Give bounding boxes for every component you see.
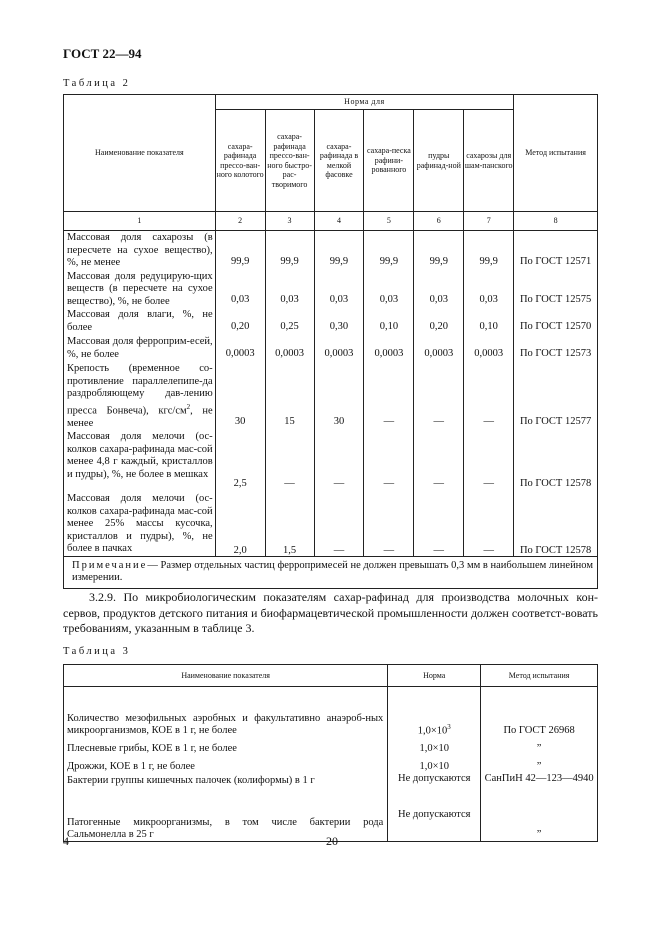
table2-subheader: пудры рафинад-ной xyxy=(414,110,464,212)
test-method: СанПиН 42—123—4940 xyxy=(481,773,598,807)
indicator-name: Бактерии группы кишечных палочек (колиформы) в 1 г xyxy=(64,773,388,807)
table2-caption: Таблица 2 xyxy=(63,78,131,89)
table2-header-method: Метод испытания xyxy=(514,95,598,212)
norm-value: — xyxy=(364,362,414,430)
indicator-name: Массовая доля влаги, %, не более xyxy=(64,308,216,335)
norm-value: 0,30 xyxy=(314,308,364,335)
document-title: ГОСТ 22—94 xyxy=(63,46,142,61)
norm-value: 0,03 xyxy=(265,270,314,309)
norm-value: 0,03 xyxy=(215,270,265,309)
norm-value: 1,0×10 xyxy=(388,755,481,773)
norm-value: 2,5 xyxy=(215,430,265,492)
table2-col-number: 6 xyxy=(414,212,464,231)
norm-value: — xyxy=(414,492,464,556)
page-number-center: 20 xyxy=(326,834,338,848)
table2-col-number: 7 xyxy=(464,212,514,231)
table2-note xyxy=(64,556,598,588)
table3-header-method: Метод испытания xyxy=(481,665,598,687)
table-row xyxy=(64,755,598,773)
norm-value: 0,03 xyxy=(314,270,364,309)
norm-value: 2,0 xyxy=(215,492,265,556)
table-row xyxy=(64,492,598,556)
table-row xyxy=(64,335,598,362)
norm-value: 0,03 xyxy=(364,270,414,309)
indicator-name: Количество мезофильных аэробных и факультативно анаэроб-ных микроорганизмов, КОЕ в 1 г, не более xyxy=(64,704,388,737)
norm-value: 0,0003 xyxy=(464,335,514,362)
norm-value: 0,03 xyxy=(464,270,514,309)
test-method: ” xyxy=(481,737,598,755)
table-row xyxy=(64,704,598,737)
table2-col-number: 2 xyxy=(215,212,265,231)
table3 xyxy=(63,664,598,842)
norm-value: 99,9 xyxy=(265,231,314,270)
table3-caption: Таблица 3 xyxy=(63,646,131,657)
table2-col-number: 1 xyxy=(64,212,216,231)
table-row xyxy=(64,231,598,270)
norm-value: 0,03 xyxy=(414,270,464,309)
norm-value: 1,5 xyxy=(265,492,314,556)
norm-value: 1,0×10 xyxy=(388,737,481,755)
table-row xyxy=(64,430,598,492)
table2-header-name: Наименование показателя xyxy=(64,95,216,212)
test-method: По ГОСТ 12578 xyxy=(514,492,598,556)
norm-value: — xyxy=(464,492,514,556)
norm-value: 15 xyxy=(265,362,314,430)
table3-header-name: Наименование показателя xyxy=(64,665,388,687)
table-row xyxy=(64,773,598,807)
indicator-name: Массовая доля сахарозы (в пересчете на сухое вещество), %, не менее xyxy=(64,231,216,270)
table2 xyxy=(63,94,598,589)
norm-value: 0,0003 xyxy=(314,335,364,362)
table-row xyxy=(64,737,598,755)
test-method: По ГОСТ 12575 xyxy=(514,270,598,309)
table2-subheader: сахара-рафинада в мелкой фасовке xyxy=(314,110,364,212)
table-row xyxy=(64,270,598,309)
norm-value: 0,10 xyxy=(464,308,514,335)
table-row xyxy=(64,308,598,335)
norm-value: Не допускаются xyxy=(388,807,481,842)
norm-value: — xyxy=(464,362,514,430)
indicator-name: Массовая доля мелочи (ос-колков сахара-рафинада мас-сой менее 4,8 г каждый, кристаллов и пудры), %, не более в мешках xyxy=(64,430,216,492)
indicator-name: Патогенные микроорганизмы, в том числе бактерии рода Сальмонелла в 25 г xyxy=(64,807,388,842)
norm-value: 99,9 xyxy=(215,231,265,270)
note-label: Примечание xyxy=(72,559,148,571)
norm-value: 30 xyxy=(314,362,364,430)
norm-value: 99,9 xyxy=(414,231,464,270)
table2-col-number: 5 xyxy=(364,212,414,231)
norm-value: — xyxy=(414,430,464,492)
indicator-name: Массовая доля редуцирую-щих веществ (в пересчете на сухое вещество), %, не более xyxy=(64,270,216,309)
table2-header-group: Норма для xyxy=(215,95,513,110)
test-method: По ГОСТ 12571 xyxy=(514,231,598,270)
norm-value: 0,10 xyxy=(364,308,414,335)
table2-subheader: сахарозы для шам-панского xyxy=(464,110,514,212)
norm-value: — xyxy=(314,492,364,556)
test-method: По ГОСТ 12570 xyxy=(514,308,598,335)
table2-subheader: сахара-песка рафини-рованного xyxy=(364,110,414,212)
table2-note-row xyxy=(64,556,598,588)
norm-value: 0,0003 xyxy=(414,335,464,362)
norm-value: 0,0003 xyxy=(265,335,314,362)
norm-value: 99,9 xyxy=(364,231,414,270)
norm-value: — xyxy=(265,430,314,492)
norm-value: 0,20 xyxy=(414,308,464,335)
table-row xyxy=(64,362,598,430)
norm-value: 30 xyxy=(215,362,265,430)
norm-value: — xyxy=(364,430,414,492)
norm-value: — xyxy=(314,430,364,492)
norm-value: 0,20 xyxy=(215,308,265,335)
table2-subheader: сахара-рафинада прессо-ван-ного быстро-рас-творимого xyxy=(265,110,314,212)
norm-value: 99,9 xyxy=(314,231,364,270)
table2-subheader: сахара-рафинада прессо-ван-ного колотого xyxy=(215,110,265,212)
note-text: — Размер отдельных частиц ферропримесей не должен превышать 0,3 мм в наибольшем линейном измерении. xyxy=(72,559,593,583)
table3-spacer xyxy=(64,687,598,705)
table3-header-norm: Норма xyxy=(388,665,481,687)
test-method: ” xyxy=(481,755,598,773)
test-method: По ГОСТ 26968 xyxy=(481,704,598,737)
page-number-left: 4 xyxy=(63,834,69,848)
table2-col-number: 8 xyxy=(514,212,598,231)
norm-value: 0,25 xyxy=(265,308,314,335)
table2-col-number: 4 xyxy=(314,212,364,231)
test-method: По ГОСТ 12578 xyxy=(514,430,598,492)
indicator-name: Массовая доля мелочи (ос-колков сахара-рафинада мас-сой менее 25% массы кусочка, кристаллов и пудры), %, не более в пачках xyxy=(64,492,216,556)
indicator-name: Массовая доля ферроприм-есей, %, не более xyxy=(64,335,216,362)
indicator-name: Крепость (временное со-противление параллелепипе-да раздробляющему дав-лению пресса Бонвеча), кгс/$см^2$, не менее xyxy=(64,362,216,430)
norm-value: 0,0003 xyxy=(215,335,265,362)
norm-value: — xyxy=(364,492,414,556)
test-method: По ГОСТ 12577 xyxy=(514,362,598,430)
norm-value: $1,0\times 10^3$ xyxy=(388,704,481,737)
paragraph-3-2-9: 3.2.9. По микробиологическим показателям сахар-рафинад для производства молочных кон-сервов, продуктов детского питания и биофармацевтической промышленности должен соответст-вовать требованиям, указанным в таблице 3. xyxy=(63,590,598,635)
norm-value: Не допускаются xyxy=(388,773,481,807)
indicator-name: Плесневые грибы, КОЕ в 1 г, не более xyxy=(64,737,388,755)
norm-value: 99,9 xyxy=(464,231,514,270)
norm-value: — xyxy=(464,430,514,492)
test-method: По ГОСТ 12573 xyxy=(514,335,598,362)
norm-value: — xyxy=(414,362,464,430)
test-method: ” xyxy=(481,807,598,842)
norm-value: 0,0003 xyxy=(364,335,414,362)
table2-col-number: 3 xyxy=(265,212,314,231)
indicator-name: Дрожжи, КОЕ в 1 г, не более xyxy=(64,755,388,773)
